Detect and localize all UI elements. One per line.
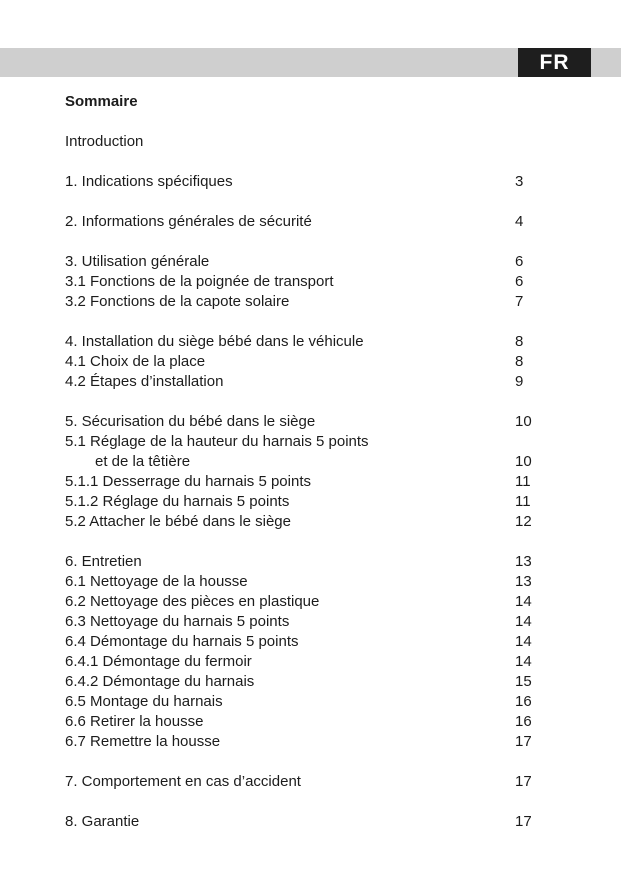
toc-entry (65, 132, 535, 152)
toc-entry-page: 3 (515, 173, 524, 190)
toc-entry (65, 272, 535, 292)
toc-entry-label: 3. Utilisation générale (65, 253, 210, 270)
toc-entry-label: 5.1 Réglage de la hauteur du harnais 5 points (65, 433, 369, 450)
toc-entry (65, 652, 535, 672)
toc-entry-label: 6.6 Retirer la housse (65, 713, 204, 730)
toc-title: Sommaire (65, 93, 138, 110)
toc-entry-label: 2. Informations générales de sécurité (65, 213, 312, 230)
toc-entry-label: 5.1.1 Desserrage du harnais 5 points (65, 473, 311, 490)
toc-entry-page: 16 (515, 693, 532, 710)
toc-entry-page: 10 (515, 413, 532, 430)
toc-entry (65, 372, 535, 392)
toc-entry-page: 14 (515, 653, 532, 670)
toc-entry-label: 6.4.2 Démontage du harnais (65, 673, 255, 690)
toc-entry-page: 7 (515, 293, 524, 310)
toc-entry-label: 5. Sécurisation du bébé dans le siège (65, 413, 316, 430)
toc-entry-label: 6.4 Démontage du harnais 5 points (65, 633, 299, 650)
toc-entry (65, 412, 535, 432)
toc-entry (65, 732, 535, 752)
toc-entry-page: 14 (515, 593, 532, 610)
toc-entry-page: 16 (515, 713, 532, 730)
toc-entry-page: 17 (515, 773, 532, 790)
toc-entry (65, 492, 535, 512)
language-badge: FR (518, 48, 591, 77)
toc-entry-page: 13 (515, 553, 532, 570)
toc-entry-page: 9 (515, 373, 524, 390)
toc-entry (65, 172, 535, 192)
toc-entry-page: 10 (515, 453, 532, 470)
toc-entry (65, 692, 535, 712)
toc-entry-label: 6.3 Nettoyage du harnais 5 points (65, 613, 290, 630)
toc-entry-page: 15 (515, 673, 532, 690)
toc-entry-page: 14 (515, 613, 532, 630)
toc-entry-page: 11 (515, 473, 531, 490)
toc-entry-page: 6 (515, 253, 524, 270)
toc-entry-label: 6.7 Remettre la housse (65, 733, 221, 750)
toc-entry (65, 452, 535, 472)
toc-entry-label: 1. Indications spécifiques (65, 173, 233, 190)
toc-entry-page: 17 (515, 813, 532, 830)
toc-entry-page: 4 (515, 213, 524, 230)
toc-entry (65, 432, 535, 452)
toc-entry-label: 7. Comportement en cas d’accident (65, 773, 301, 790)
toc-entry (65, 612, 535, 632)
toc-entry (65, 292, 535, 312)
toc-entry-label: 5.1.2 Réglage du harnais 5 points (65, 493, 290, 510)
toc-entry (65, 632, 535, 652)
toc-entry-page: 11 (515, 493, 531, 510)
toc-entry (65, 352, 535, 372)
toc-entry-page: 8 (515, 353, 524, 370)
toc-entry-page: 14 (515, 633, 532, 650)
toc-entry-page: 12 (515, 513, 532, 530)
toc-entry (65, 672, 535, 692)
toc-entry-label: 4. Installation du siège bébé dans le véhicule (65, 333, 364, 350)
toc-entry-label: 3.1 Fonctions de la poignée de transport (65, 273, 334, 290)
toc-entry-page: 8 (515, 333, 524, 350)
toc-entry (65, 712, 535, 732)
toc-entry-label: 6.1 Nettoyage de la housse (65, 573, 248, 590)
toc-entry-label: 4.1 Choix de la place (65, 353, 206, 370)
toc-entry (65, 772, 535, 792)
toc-entry (65, 812, 535, 832)
toc-entry-label: 8. Garantie (65, 813, 140, 830)
toc-entry (65, 332, 535, 352)
toc-entry-page: 13 (515, 573, 532, 590)
toc-entry-page: 6 (515, 273, 524, 290)
toc-entry-label: 3.2 Fonctions de la capote solaire (65, 293, 290, 310)
toc-entry (65, 512, 535, 532)
toc-entry-label: 5.2 Attacher le bébé dans le siège (65, 513, 291, 530)
toc-entry-label: 6.4.1 Démontage du fermoir (65, 653, 252, 670)
toc-entry-label: 6. Entretien (65, 553, 142, 570)
toc-entry (65, 572, 535, 592)
toc-entry (65, 592, 535, 612)
toc-entry-label: 6.2 Nettoyage des pièces en plastique (65, 593, 320, 610)
toc-entry-label: 6.5 Montage du harnais (65, 693, 223, 710)
toc-entry (65, 472, 535, 492)
toc-entry (65, 552, 535, 572)
toc-entry-label: et de la têtière (95, 453, 191, 470)
toc-entry-page: 17 (515, 733, 532, 750)
toc-entry (65, 252, 535, 272)
toc-entry-label: Introduction (65, 133, 144, 150)
toc-entry-label: 4.2 Étapes d’installation (65, 373, 224, 390)
toc-entry (65, 212, 535, 232)
